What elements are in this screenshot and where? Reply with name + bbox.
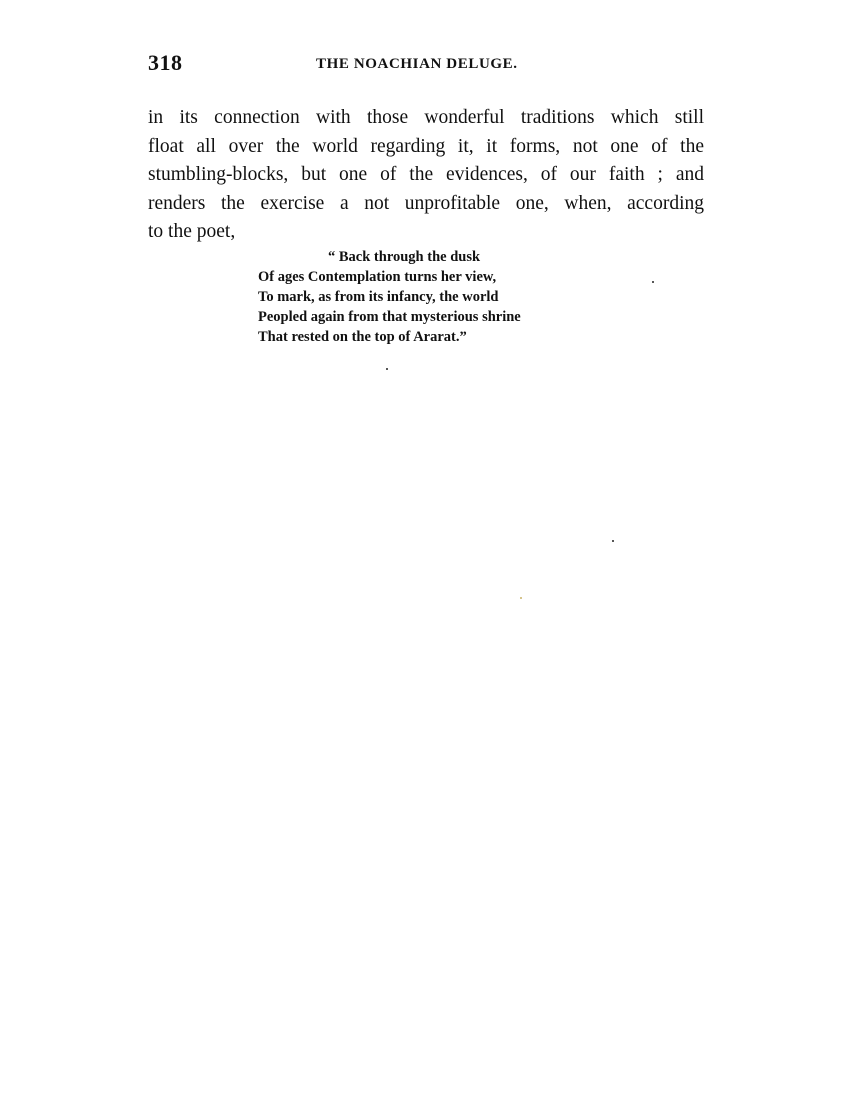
running-header: THE NOACHIAN DELUGE.: [316, 56, 518, 72]
scan-speck: [386, 368, 388, 370]
verse-line: “ Back through the dusk: [328, 249, 481, 265]
scan-speck: [652, 281, 654, 283]
body-line: float all over the world regarding it, it forms, not one of the: [148, 135, 704, 157]
scan-speck: [520, 597, 522, 599]
verse-quotation: [258, 247, 521, 347]
body-line: to the poet,: [148, 221, 236, 242]
body-line: stumbling-blocks, but one of the evidences, of our faith ; and: [148, 164, 704, 185]
verse-line: Of ages Contemplation turns her view,: [258, 269, 497, 285]
body-line: renders the exercise a not unprofitable one, when, according: [148, 192, 704, 214]
verse-line: Peopled again from that mysterious shrine: [258, 309, 521, 325]
verse-line: To mark, as from its infancy, the world: [258, 289, 499, 305]
scan-speck: [612, 540, 614, 542]
verse-line: That rested on the top of Ararat.”: [258, 329, 467, 345]
body-paragraph: [148, 104, 704, 247]
page-number: 318: [148, 50, 183, 75]
body-line: in its connection with those wonderful traditions which still: [148, 107, 704, 128]
